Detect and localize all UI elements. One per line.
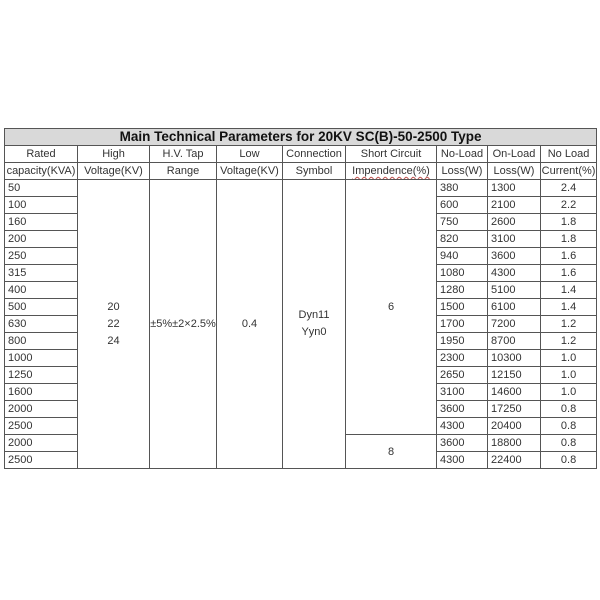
cell-no-load-loss: 750 (437, 214, 488, 231)
cell-capacity: 50 (5, 180, 78, 197)
cell-on-load-loss: 12150 (488, 367, 541, 384)
cell-no-load-loss: 3100 (437, 384, 488, 401)
cell-capacity: 1600 (5, 384, 78, 401)
cell-low-voltage: 0.4 (217, 180, 283, 469)
high-voltage-value: 20 (107, 300, 120, 313)
cell-on-load-loss: 2600 (488, 214, 541, 231)
cell-no-load-current: 1.4 (541, 299, 597, 316)
cell-no-load-loss: 940 (437, 248, 488, 265)
cell-no-load-current: 1.6 (541, 248, 597, 265)
cell-on-load-loss: 8700 (488, 333, 541, 350)
cell-tap-range: ±5%±2×2.5% (150, 180, 217, 469)
cell-no-load-loss: 380 (437, 180, 488, 197)
cell-no-load-loss: 2650 (437, 367, 488, 384)
header-rated-unit: capacity(KVA) (5, 163, 78, 180)
cell-capacity: 1250 (5, 367, 78, 384)
cell-no-load-current: 1.0 (541, 384, 597, 401)
cell-no-load-current: 1.2 (541, 316, 597, 333)
cell-on-load-loss: 20400 (488, 418, 541, 435)
cell-capacity: 315 (5, 265, 78, 282)
cell-on-load-loss: 5100 (488, 282, 541, 299)
header-high-voltage: High (78, 146, 150, 163)
cell-no-load-current: 1.8 (541, 231, 597, 248)
cell-capacity: 2500 (5, 418, 78, 435)
header-connection-unit: Symbol (283, 163, 346, 180)
cell-capacity: 630 (5, 316, 78, 333)
cell-connection (283, 180, 346, 469)
parameters-table (4, 128, 597, 469)
cell-no-load-loss: 600 (437, 197, 488, 214)
cell-no-load-current: 1.6 (541, 265, 597, 282)
cell-no-load-loss: 1700 (437, 316, 488, 333)
cell-no-load-loss: 4300 (437, 418, 488, 435)
header-no-load-loss: No-Load (437, 146, 488, 163)
cell-on-load-loss: 3100 (488, 231, 541, 248)
table-row (5, 180, 597, 197)
header-short-circuit-unit-text: Impendence(%) (352, 165, 430, 177)
cell-capacity: 800 (5, 333, 78, 350)
high-voltage-value: 22 (107, 317, 120, 330)
connection-value: Dyn11 (298, 309, 330, 321)
cell-no-load-current: 2.4 (541, 180, 597, 197)
cell-high-voltage (78, 180, 150, 469)
cell-capacity: 2000 (5, 435, 78, 452)
header-short-circuit: Short Circuit (346, 146, 437, 163)
cell-capacity: 200 (5, 231, 78, 248)
header-no-load-current-unit: Current(%) (541, 163, 597, 180)
cell-on-load-loss: 2100 (488, 197, 541, 214)
cell-capacity: 2000 (5, 401, 78, 418)
cell-no-load-current: 0.8 (541, 452, 597, 469)
cell-no-load-loss: 3600 (437, 435, 488, 452)
cell-capacity: 400 (5, 282, 78, 299)
cell-on-load-loss: 4300 (488, 265, 541, 282)
cell-no-load-loss: 2300 (437, 350, 488, 367)
cell-no-load-current: 1.2 (541, 333, 597, 350)
cell-no-load-loss: 1500 (437, 299, 488, 316)
cell-no-load-current: 1.4 (541, 282, 597, 299)
cell-capacity: 2500 (5, 452, 78, 469)
header-low-voltage: Low (217, 146, 283, 163)
cell-on-load-loss: 10300 (488, 350, 541, 367)
cell-no-load-current: 2.2 (541, 197, 597, 214)
header-tap-range-unit: Range (150, 163, 217, 180)
cell-capacity: 160 (5, 214, 78, 231)
cell-no-load-loss: 820 (437, 231, 488, 248)
cell-capacity: 500 (5, 299, 78, 316)
high-voltage-value: 24 (107, 334, 120, 347)
cell-no-load-current: 0.8 (541, 401, 597, 418)
cell-capacity: 250 (5, 248, 78, 265)
header-low-voltage-unit: Voltage(KV) (217, 163, 283, 180)
cell-no-load-loss: 3600 (437, 401, 488, 418)
cell-on-load-loss: 22400 (488, 452, 541, 469)
cell-impedance-main: 6 (346, 180, 437, 435)
cell-no-load-current: 0.8 (541, 435, 597, 452)
cell-on-load-loss: 7200 (488, 316, 541, 333)
connection-value: Yyn0 (301, 326, 327, 338)
cell-on-load-loss: 6100 (488, 299, 541, 316)
cell-on-load-loss: 14600 (488, 384, 541, 401)
cell-impedance-last: 8 (346, 435, 437, 469)
cell-on-load-loss: 18800 (488, 435, 541, 452)
cell-no-load-loss: 1280 (437, 282, 488, 299)
cell-no-load-current: 1.0 (541, 350, 597, 367)
header-short-circuit-unit (346, 163, 437, 180)
cell-on-load-loss: 1300 (488, 180, 541, 197)
header-high-voltage-unit: Voltage(KV) (78, 163, 150, 180)
cell-no-load-loss: 1950 (437, 333, 488, 350)
cell-on-load-loss: 3600 (488, 248, 541, 265)
cell-on-load-loss: 17250 (488, 401, 541, 418)
cell-capacity: 1000 (5, 350, 78, 367)
header-tap-range: H.V. Tap (150, 146, 217, 163)
cell-no-load-current: 1.8 (541, 214, 597, 231)
table-title: Main Technical Parameters for 20KV SC(B)-50-2500 Type (5, 129, 597, 146)
header-on-load-loss-unit: Loss(W) (488, 163, 541, 180)
header-no-load-loss-unit: Loss(W) (437, 163, 488, 180)
header-rated: Rated (5, 146, 78, 163)
cell-no-load-loss: 4300 (437, 452, 488, 469)
cell-no-load-loss: 1080 (437, 265, 488, 282)
cell-no-load-current: 0.8 (541, 418, 597, 435)
cell-no-load-current: 1.0 (541, 367, 597, 384)
header-no-load-current: No Load (541, 146, 597, 163)
cell-capacity: 100 (5, 197, 78, 214)
header-on-load-loss: On-Load (488, 146, 541, 163)
header-connection: Connection (283, 146, 346, 163)
